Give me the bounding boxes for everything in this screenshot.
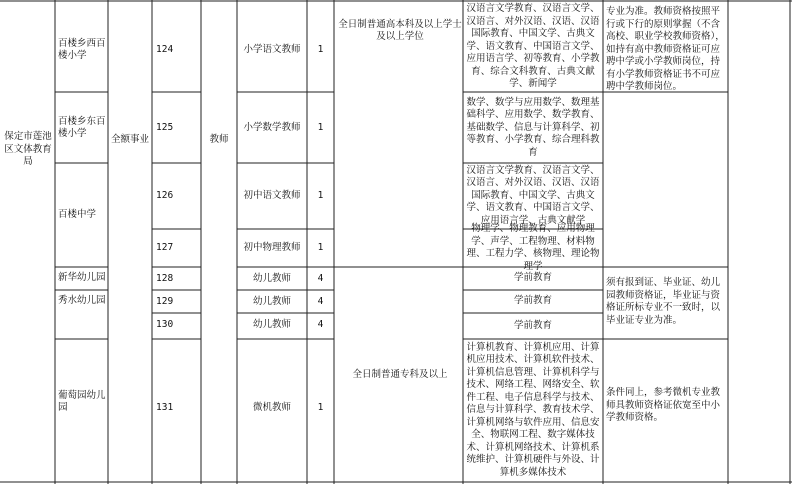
unit-cell: 新华幼儿园 [58,272,106,284]
unit-cell: 秀水幼儿园 [58,295,106,307]
majors-cell: 学前教育 [513,295,552,307]
post-cell: 幼儿教师 [252,318,291,330]
post-cell: 幼儿教师 [252,272,291,284]
unit-type-cell: 全额事业 [110,133,149,145]
post-cell: 初中物理教师 [243,241,301,253]
post-category-cell: 教师 [209,133,229,145]
code-cell: 124 [156,43,174,55]
majors-cell: 学前教育 [513,319,552,331]
code-cell: 131 [156,401,174,413]
unit-cell: 百楼乡西百楼小学 [58,37,106,61]
code-cell: 127 [156,241,174,253]
department-cell: 保定市莲池区文体教育局 [4,131,52,168]
code-cell: 130 [156,318,174,330]
count-cell: 1 [317,43,324,55]
post-cell: 微机教师 [252,401,291,413]
majors-cell: 汉语言文学教育、汉语言文学、汉语言、对外汉语、汉语、汉语国际教育、中国文学、古典文学、语文教育、中国语言文学、应用语言学、初等教育、小学教育、综合文科教育、古典文献学、新闻学 [466,3,600,89]
majors-cell: 汉语言文学教育、汉语言文学、汉语言、对外汉语、汉语、汉语国际教育、中国文学、古典文学、语文教育、中国语言文学、应用语言学、古典文献学 [466,164,600,226]
count-cell: 4 [317,272,324,284]
notes-cell: 须有报到证、毕业证、幼儿园教师资格证，毕业证与资格证所标专业不一致时，以毕业证专业为准。 [606,277,721,326]
majors-cell: 物理学、物理教育、应用物理学、声学、工程物理、材料物理、工程力学、核物理、理论物理学 [466,223,600,272]
post-cell: 初中语文教师 [243,189,301,201]
unit-cell: 百楼中学 [58,208,97,220]
code-cell: 128 [156,272,174,284]
count-cell: 4 [317,318,324,330]
count-cell: 4 [317,295,324,307]
code-cell: 126 [156,189,174,201]
code-cell: 129 [156,295,174,307]
code-cell: 125 [156,121,174,133]
count-cell: 1 [317,121,324,133]
unit-cell: 葡萄园幼儿园 [58,389,106,413]
post-cell: 小学语文教师 [243,43,301,55]
majors-cell: 数学、数学与应用数学、数理基础科学、应用数学、数学教育、基础数学、信息与计算科学、初等教育、小学教育、综合理科教育 [466,96,600,158]
education-college-cell: 全日制普通专科及以上 [352,368,448,380]
count-cell: 1 [317,401,324,413]
unit-cell: 百楼乡东百楼小学 [58,115,106,139]
post-cell: 小学数学教师 [243,121,301,133]
notes-cell: 专业为准。教师资格按照平行或下行的原则掌握（不含高校、职业学校教师资格），如持有高中教师资格证可应聘中学或小学教师岗位，持有小学教师资格证书不可应聘中学教师岗位。 [606,6,725,92]
count-cell: 1 [317,241,324,253]
majors-cell: 学前教育 [513,272,552,284]
majors-cell: 计算机教育、计算机应用、计算机应用技术、计算机软件技术、计算机信息管理、计算机科学与技术、网络工程、网络安全、软件工程、电子信息科学与技术、信息与计算科学、教育技术学、计算机网络与软件应用、信息安全、物联网工程、数字媒体技术、计算机网络技术、计算机系统维护、计算机硬件与外设、计算机多媒体技术 [466,341,600,478]
post-cell: 幼儿教师 [252,295,291,307]
notes-cell: 条件同上，参考微机专业教师具教师资格证依宽至中小学教师资格。 [606,387,721,424]
count-cell: 1 [317,189,324,201]
education-bachelor-cell: 全日制普通高本科及以上学士及以上学位 [338,18,462,42]
